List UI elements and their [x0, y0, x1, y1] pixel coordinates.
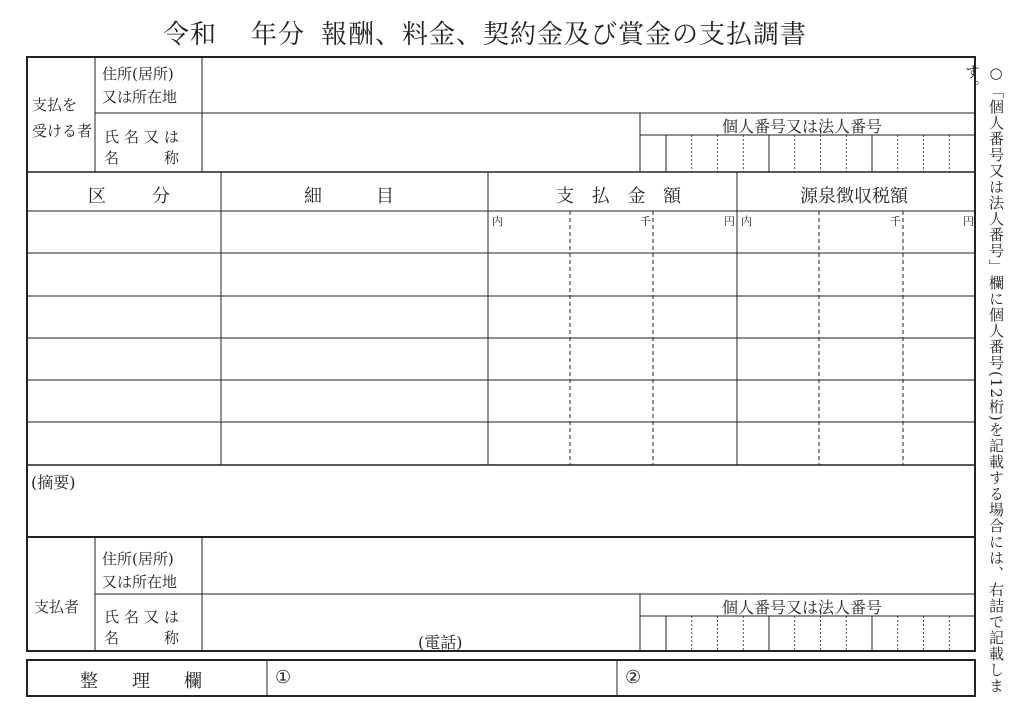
payer-phone-label: (電話) [418, 633, 463, 652]
payer-name-label-2: 名 称 [104, 629, 185, 647]
row-1-tax[interactable] [738, 226, 974, 252]
payer-number-field[interactable] [641, 617, 974, 650]
recipient-number-field[interactable] [641, 136, 974, 171]
row-2-amount[interactable] [489, 254, 736, 295]
header-detail: 細 目 [304, 186, 400, 207]
tax-thousand-label: 千 [890, 215, 901, 228]
row-3-tax[interactable] [738, 297, 974, 337]
header-category: 区 分 [88, 186, 184, 207]
row-6-amount[interactable] [489, 423, 736, 464]
amount-thousand-label: 千 [640, 215, 651, 228]
amount-yen-label: 円 [724, 215, 735, 228]
header-amount: 支 払 金 額 [556, 186, 688, 207]
row-2-category[interactable] [28, 254, 220, 295]
row-6-category[interactable] [28, 423, 220, 464]
row-4-detail[interactable] [222, 339, 487, 379]
row-3-detail[interactable] [222, 297, 487, 337]
row-4-category[interactable] [28, 339, 220, 379]
header-tax: 源泉徴収税額 [800, 186, 908, 207]
recipient-number-header: 個人番号又は法人番号 [722, 117, 883, 136]
payer-label: 支払者 [34, 598, 80, 616]
row-6-tax[interactable] [738, 423, 974, 464]
title-year-suffix: 年分 [250, 20, 305, 50]
tax-inner-label: 内 [741, 215, 752, 228]
payer-address-field[interactable] [206, 540, 971, 592]
recipient-label-1: 支払を [32, 96, 78, 114]
remarks-label: (摘要) [31, 473, 76, 492]
payer-name-label-1: 氏名又は [104, 608, 185, 626]
title-era: 令和 [162, 20, 217, 50]
row-5-amount[interactable] [489, 381, 736, 421]
row-6-detail[interactable] [222, 423, 487, 464]
recipient-name-field[interactable] [206, 116, 636, 170]
row-5-category[interactable] [28, 381, 220, 421]
recipient-address-label-1: 住所(居所) [102, 65, 174, 83]
row-3-amount[interactable] [489, 297, 736, 337]
recipient-address-label-2: 又は所在地 [102, 88, 178, 106]
filing-mark-1: ① [275, 667, 292, 688]
row-1-amount[interactable] [489, 226, 736, 252]
row-3-category[interactable] [28, 297, 220, 337]
remarks-field[interactable] [28, 492, 974, 536]
tax-yen-label: 円 [963, 215, 974, 228]
recipient-name-label-2: 名 称 [104, 149, 185, 167]
row-5-tax[interactable] [738, 381, 974, 421]
payer-name-field[interactable] [206, 597, 616, 649]
filing-mark-2: ② [625, 667, 642, 688]
row-1-detail[interactable] [222, 212, 487, 252]
recipient-name-label-1: 氏名又は [104, 128, 185, 146]
side-note: ○「個人番号又は法人番号」欄に個人番号(12桁)を記載する場合には、右詰で記載します。 [963, 64, 1005, 694]
payer-number-header: 個人番号又は法人番号 [722, 598, 883, 617]
amount-inner-label: 内 [492, 215, 503, 228]
recipient-address-field[interactable] [206, 60, 971, 110]
payer-address-label-1: 住所(居所) [102, 550, 174, 568]
payer-address-label-2: 又は所在地 [102, 573, 178, 591]
filing-field-2[interactable] [650, 662, 973, 694]
title-form-name: 報酬、料金、契約金及び賞金の支払調書 [321, 20, 808, 50]
row-4-amount[interactable] [489, 339, 736, 379]
recipient-label-2: 受ける者 [32, 122, 93, 140]
row-4-tax[interactable] [738, 339, 974, 379]
filing-field-1[interactable] [300, 662, 614, 694]
row-2-tax[interactable] [738, 254, 974, 295]
filing-label: 整 理 欄 [80, 671, 210, 692]
row-5-detail[interactable] [222, 381, 487, 421]
row-2-detail[interactable] [222, 254, 487, 295]
row-1-category[interactable] [28, 212, 220, 252]
